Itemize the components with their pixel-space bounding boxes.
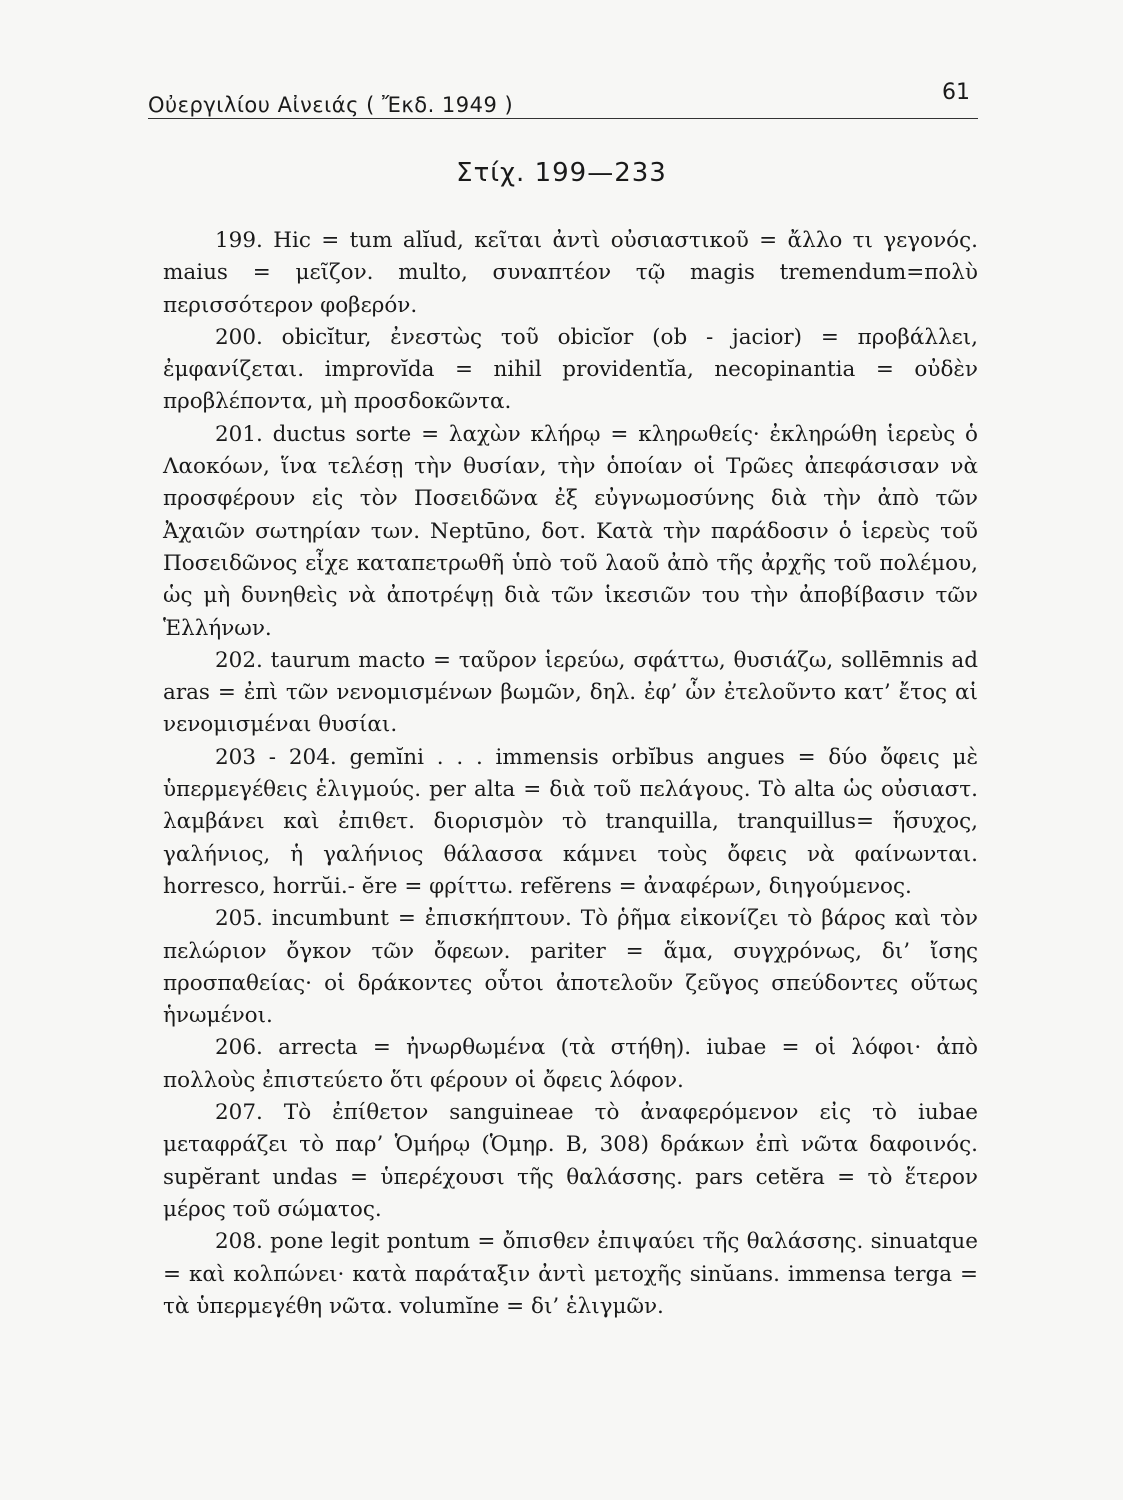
commentary-body [163,225,978,1323]
page-number: 61 [942,80,970,105]
commentary-paragraph: 208. pone legit pontum = ὄπισθεν ἐπιψαύει τῆς θαλάσσης. sinuatque = καὶ κολπώνει· κατὰ παράταξιν ἀντὶ μετοχῆς sinŭans. immensa terga = τὰ ὑπερμεγέθη νῶτα. volumĭne = δι’ ἑλιγμῶν. [163,1229,978,1319]
commentary-paragraph: 205. incumbunt = ἐπισκήπτουν. Τὸ ῥῆμα εἰκονίζει τὸ βάρος καὶ τὸν πελώριον ὄγκον τῶν ὄφεων. pariter = ἅμα, συγχρόνως, δι’ ἴσης προσπαθείας· οἱ δράκοντες οὗτοι ἀποτελοῦν ζεῦγος σπεύδοντες οὕτως ἡνωμένοι. [163,906,978,1029]
running-head [148,80,978,125]
commentary-paragraph: 201. ductus sorte = λαχὼν κλήρῳ = κληρωθείς· ἐκληρώθη ἱερεὺς ὁ Λαοκόων, ἵνα τελέσῃ τὴν θυσίαν, τὴν ὁποίαν οἱ Τρῶες ἀπεφάσισαν νὰ προσφέρουν εἰς τὸν Ποσειδῶνα ἐξ εὐγνωμοσύνης διὰ τὴν ἀπὸ τῶν Ἀχαιῶν σωτηρίαν των. Neptūno, δοτ. Κατὰ τὴν παράδοσιν ὁ ἱερεὺς τοῦ Ποσειδῶνος εἶχε καταπετρωθῆ ὑπὸ τοῦ λαοῦ ἀπὸ τῆς ἀρχῆς τοῦ πολέμου, ὡς μὴ δυνηθεὶς νὰ ἀποτρέψῃ διὰ τῶν ἱκεσιῶν του τὴν ἀποβίβασιν τῶν Ἑλλήνων. [163,421,978,641]
book-title: Οὐεργιλίου Αἰνειάς ( Ἔκδ. 1949 ) [148,93,514,117]
section-heading: Στίχ. 199—233 [456,158,667,188]
commentary-paragraph: 202. taurum macto = ταῦρον ἱερεύω, σφάττω, θυσιάζω, sollēmnis ad aras = ἐπὶ τῶν νενομισμένων βωμῶν, δηλ. ἐφ’ ὧν ἐτελοῦντο κατ’ ἔτος αἱ νενομισμέναι θυσίαι. [163,647,978,738]
commentary-paragraph: 206. arrecta = ἠνωρθωμένα (τὰ στήθη). iubae = οἱ λόφοι· ἀπὸ πολλοὺς ἐπιστεύετο ὅτι φέρουν οἱ ὄφεις λόφον. [163,1035,978,1093]
commentary-paragraph: 203 - 204. gemĭni . . . immensis orbĭbus angues = δύο ὄφεις μὲ ὑπερμεγέθεις ἑλιγμούς. per alta = διὰ τοῦ πελάγους. Τὸ alta ὡς οὐσιαστ. λαμβάνει καὶ ἐπιθετ. διορισμὸν τὸ tranquilla, tranquillus= ἥσυχος, γαλήνιος, ἡ γαλήνιος θάλασσα κάμνει τοὺς ὄφεις νὰ φαίνωνται. horresco, horrŭi.- ĕre = φρίττω. refĕrens = ἀναφέρων, διηγούμενος. [163,744,978,899]
commentary-paragraph: 199. Hic = tum alĭud, κεῖται ἀντὶ οὐσιαστικοῦ = ἄλλο τι γεγονός. maius = μεῖζον. multo, συναπτέον τῷ magis tremendum=πολὺ περισσότερον φοβερόν. [163,228,978,318]
header-rule [148,118,978,119]
commentary-paragraph: 200. obicĭtur, ἐνεστὼς τοῦ obicĭor (ob - jacior) = προβάλλει, ἐμφανίζεται. improvĭda = nihil providentĭa, necopinantia = οὐδὲν προβλέποντα, μὴ προσδοκῶντα. [163,324,978,415]
commentary-paragraph: 207. Τὸ ἐπίθετον sanguineae τὸ ἀναφερόμενον εἰς τὸ iubae μεταφράζει τὸ παρ’ Ὁμήρῳ (Ὁμηρ. Β, 308) δράκων ἐπὶ νῶτα δαφοινός. supĕrant undas = ὑπερέχουσι τῆς θαλάσσης. pars cetĕra = τὸ ἕτερον μέρος τοῦ σώματος. [163,1100,978,1222]
